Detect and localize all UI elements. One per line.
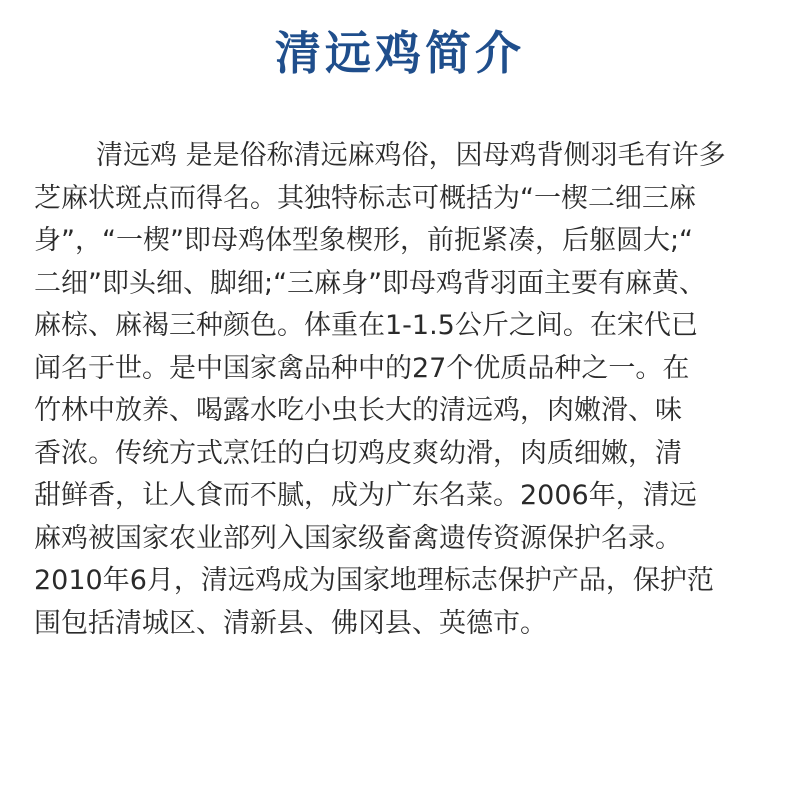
paragraph-line: 围包括清城区、清新县、佛冈县、英德市。 — [34, 607, 547, 639]
paragraph-line: 甜鲜香，让人食而不腻，成为广东名菜。2006年，清远 — [34, 480, 697, 511]
paragraph-line: 麻鸡被国家农业部列入国家级畜禽遗传资源保护名录。 — [34, 522, 682, 554]
paragraph-line: 身”，“一楔”即母鸡体型象楔形，前扼紧凑，后躯圆大;“ — [34, 225, 694, 256]
paragraph-line: 香浓。传统方式烹饪的白切鸡皮爽幼滑，肉质细嫩，清 — [34, 437, 682, 469]
paragraph-line: 2010年6月，清远鸡成为国家地理标志保护产品，保护范 — [34, 565, 714, 596]
paragraph-line: 二细”即头细、脚细;“三麻身”即母鸡背羽面主要有麻黄、 — [34, 267, 707, 299]
paragraph-line: 芝麻状斑点而得名。其独特标志可概括为“一楔二细三麻 — [34, 182, 696, 214]
page-title: 清远鸡简介 — [275, 26, 525, 80]
article-body — [34, 135, 774, 645]
paragraph-line: 清远鸡 是是俗称清远麻鸡俗，因母鸡背侧羽毛有许多 — [96, 140, 726, 171]
paragraph-line: 闻名于世。是中国家禽品种中的27个优质品种之一。在 — [34, 352, 690, 384]
paragraph-line: 麻棕、麻褐三种颜色。体重在1-1.5公斤之间。在宋代已 — [34, 310, 698, 341]
paragraph-line: 竹林中放养、喝露水吃小虫长大的清远鸡，肉嫩滑、味 — [34, 395, 682, 426]
